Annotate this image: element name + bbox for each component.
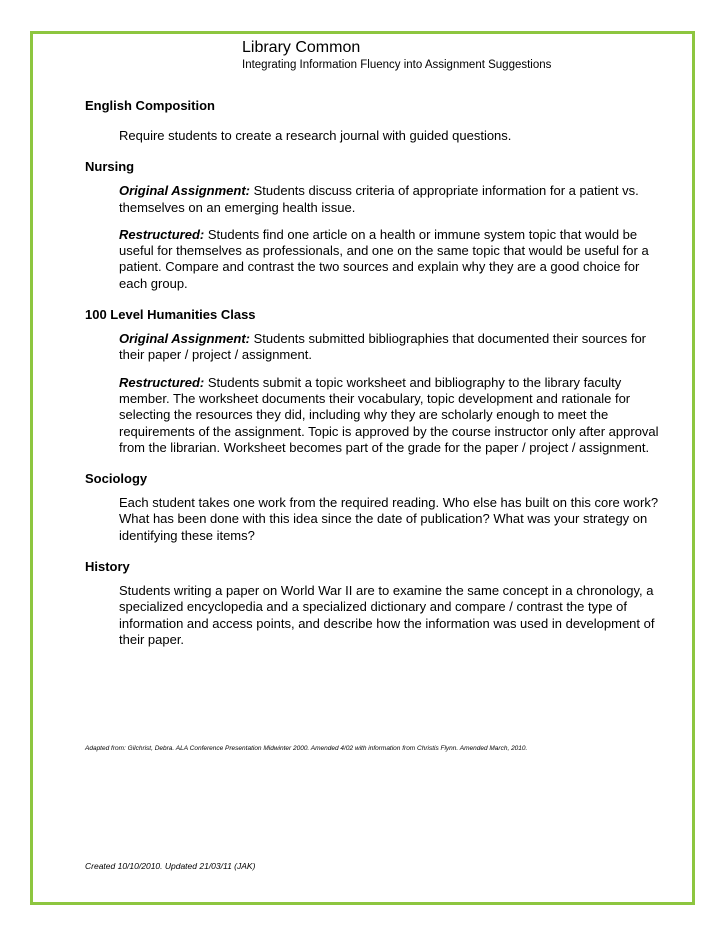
paragraph-lead: Original Assignment: (119, 331, 250, 347)
document-body (85, 97, 665, 659)
section-heading: History (85, 559, 130, 575)
paragraph-text: Each student takes one work from the required reading. Who else has built on this core work? What has been done with this idea since the date of publication? What was your strategy on identifying these items? (119, 495, 659, 543)
section-english-composition (85, 97, 665, 144)
paragraph-text: Students writing a paper on World War II are to examine the same concept in a chronology, a specialized encyclopedia and a specialized dictionary and compare / contrast the type of information and access points, and describe how the information was used in development of their paper. (119, 583, 655, 647)
paragraph-text: Students find one article on a health or immune system topic that would be useful for themselves as professionals, and one on the same topic that would be useful for a patient. Compare and contrast the two sources and explain why they are a good choice for each group. (119, 226, 649, 291)
section-heading: 100 Level Humanities Class (85, 307, 256, 323)
section-heading: English Composition (85, 98, 215, 113)
section-sociology (85, 470, 665, 544)
paragraph-text: Students discuss criteria of appropriate information for a patient vs. themselves on an emerging health issue. (119, 183, 639, 215)
section-nursing (85, 158, 665, 292)
paragraph (119, 183, 665, 216)
page-subtitle: Integrating Information Fluency into Assignment Suggestions (242, 59, 552, 71)
paragraph-lead: Restructured: (119, 226, 205, 242)
paragraph (119, 583, 665, 648)
paragraph-lead: Restructured: (119, 374, 205, 390)
section-heading: Nursing (85, 159, 135, 175)
paragraph-text: Students submit a topic worksheet and bibliography to the library faculty member. The worksheet documents their vocabulary, topic development and rationale for selecting the resources they did, including why they are scholarly enough to meet the requirements of the assignment. Topic is approved by the course instructor only after approval from the librarian. Worksheet becomes part of the grade for the paper / project / assignment. (119, 374, 659, 455)
paragraph (119, 128, 665, 144)
paragraph (119, 495, 665, 544)
page-title: Library Common (242, 39, 361, 56)
paragraph (119, 331, 665, 364)
citation-note: Adapted from: Gilchrist, Debra. ALA Conference Presentation Midwinter 2000. Amended 4/02 with information from Christis Flynn. Amended March, 2010. (85, 745, 528, 752)
document-header (242, 38, 551, 73)
section-humanities (85, 306, 665, 456)
section-heading: Sociology (85, 471, 148, 487)
footer-note: Created 10/10/2010. Updated 21/03/11 (JAK) (85, 861, 256, 871)
paragraph (119, 227, 665, 292)
paragraph-text: Require students to create a research journal with guided questions. (119, 128, 512, 143)
paragraph-text: Students submitted bibliographies that documented their sources for their paper / project / assignment. (119, 331, 647, 363)
paragraph (119, 375, 665, 456)
paragraph-lead: Original Assignment: (119, 183, 250, 199)
section-history (85, 558, 665, 648)
